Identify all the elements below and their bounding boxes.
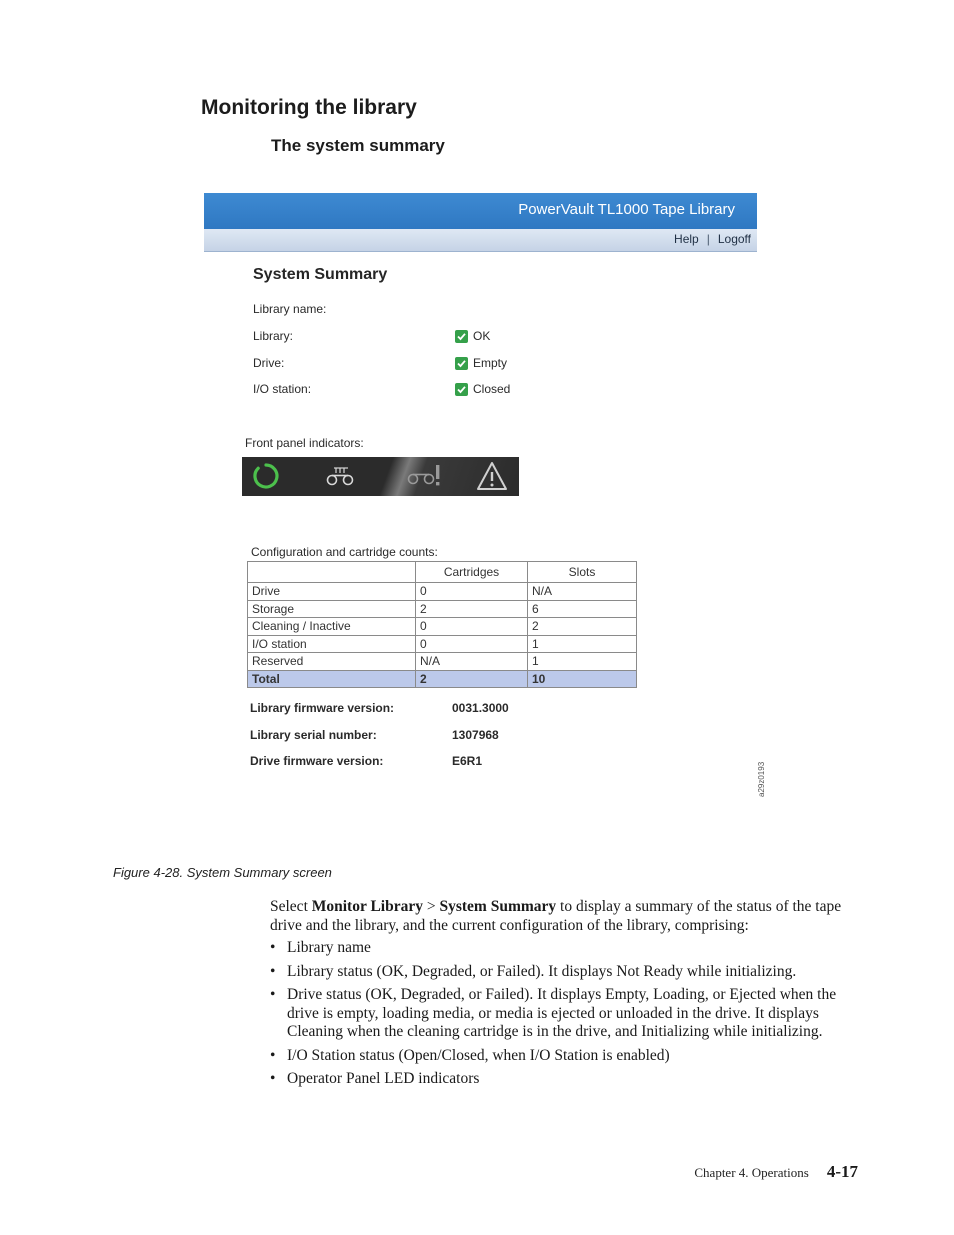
table-cell: Storage bbox=[248, 600, 416, 618]
library-serial-label: Library serial number: bbox=[250, 728, 377, 742]
drive-firmware-label: Drive firmware version: bbox=[250, 754, 384, 768]
ready-ring-icon bbox=[252, 462, 280, 495]
menu-arrow: > bbox=[422, 898, 440, 915]
summary-panel bbox=[204, 252, 757, 848]
drive-status bbox=[455, 356, 507, 370]
nav-links bbox=[674, 232, 751, 246]
table-cell: 1 bbox=[528, 635, 637, 653]
list-item: • Library name bbox=[270, 939, 850, 958]
library-firmware-value: 0031.3000 bbox=[452, 701, 509, 715]
front-panel-label: Front panel indicators: bbox=[245, 436, 364, 450]
list-item: • Library status (OK, Degraded, or Failed). It displays Not Ready while initializing. bbox=[270, 963, 850, 982]
check-icon bbox=[455, 330, 468, 343]
library-label: Library: bbox=[253, 329, 294, 343]
nav-separator: | bbox=[706, 232, 710, 246]
table-row bbox=[248, 600, 637, 618]
cleaning-icon bbox=[407, 463, 443, 494]
table-cell: Reserved bbox=[248, 653, 416, 671]
io-station-label: I/O station: bbox=[253, 382, 312, 396]
table-cell: 2 bbox=[416, 670, 528, 688]
library-serial-value: 1307968 bbox=[452, 728, 499, 742]
library-status-value: OK bbox=[473, 329, 491, 343]
table-cell: I/O station bbox=[248, 635, 416, 653]
table-header: Cartridges bbox=[416, 562, 528, 583]
intro-text: Select bbox=[270, 898, 312, 915]
table-header bbox=[248, 562, 416, 583]
feature-list bbox=[270, 939, 850, 1089]
menu-item-name: System Summary bbox=[439, 898, 557, 915]
figure-caption: Figure 4-28. System Summary screen bbox=[113, 865, 332, 880]
summary-title: System Summary bbox=[253, 266, 388, 283]
table-cell: 0 bbox=[416, 583, 528, 601]
intro-paragraph bbox=[270, 898, 850, 935]
system-summary-figure bbox=[204, 193, 766, 848]
table-cell: N/A bbox=[528, 583, 637, 601]
table-cell: 2 bbox=[528, 618, 637, 636]
drive-firmware-value: E6R1 bbox=[452, 754, 483, 768]
app-banner bbox=[204, 193, 757, 229]
table-cell: 0 bbox=[416, 635, 528, 653]
check-icon bbox=[455, 383, 468, 396]
table-cell: Total bbox=[248, 670, 416, 688]
table-cell: Drive bbox=[248, 583, 416, 601]
check-icon bbox=[455, 357, 468, 370]
logoff-link[interactable]: Logoff bbox=[717, 232, 751, 246]
drive-label: Drive: bbox=[253, 356, 285, 370]
page-footer bbox=[694, 1162, 858, 1182]
io-station-status-value: Closed bbox=[473, 382, 511, 396]
table-cell: 6 bbox=[528, 600, 637, 618]
page-number: 4-17 bbox=[826, 1162, 858, 1181]
figure-id: a29z0193 bbox=[757, 761, 766, 797]
subsection-title: The system summary bbox=[271, 136, 445, 155]
footer-chapter: Chapter 4. Operations bbox=[694, 1165, 809, 1180]
table-cell: 2 bbox=[416, 600, 528, 618]
table-total-row bbox=[248, 670, 637, 688]
menu-name: Monitor Library bbox=[311, 898, 423, 915]
section-title: Monitoring the library bbox=[201, 96, 417, 119]
body-text bbox=[270, 898, 850, 1094]
counts-label: Configuration and cartridge counts: bbox=[251, 545, 438, 559]
list-item: • Drive status (OK, Degraded, or Failed). It displays Empty, Loading, or Ejected when the drive is empty, loading media, or media is ejected or unloaded in the drive. It displays Cleaning when the cleaning cartridge is in the drive, and Initializing while initializing. bbox=[270, 986, 850, 1042]
front-panel-indicators bbox=[242, 457, 519, 496]
help-link[interactable]: Help bbox=[674, 232, 699, 246]
list-item: • I/O Station status (Open/Closed, when I/O Station is enabled) bbox=[270, 1047, 850, 1066]
table-row bbox=[248, 618, 637, 636]
table-row bbox=[248, 635, 637, 653]
drive-status-value: Empty bbox=[473, 356, 508, 370]
table-cell: 0 bbox=[416, 618, 528, 636]
library-firmware-label: Library firmware version: bbox=[250, 701, 395, 715]
table-cell: 10 bbox=[528, 670, 637, 688]
table-cell: N/A bbox=[416, 653, 528, 671]
table-cell: 1 bbox=[528, 653, 637, 671]
table-header: Slots bbox=[528, 562, 637, 583]
drive-activity-icon bbox=[324, 465, 356, 494]
table-row bbox=[248, 653, 637, 671]
io-station-status bbox=[455, 382, 510, 396]
library-status bbox=[455, 329, 490, 343]
list-item: • Operator Panel LED indicators bbox=[270, 1070, 850, 1089]
intro-rest: to display a summary of the status of the tape drive and the library, and the current configuration of the library, comprising: bbox=[270, 898, 842, 934]
table-header-row bbox=[248, 562, 637, 583]
library-name-label: Library name: bbox=[253, 302, 327, 316]
table-cell: Cleaning / Inactive bbox=[248, 618, 416, 636]
banner-title: PowerVault TL1000 Tape Library bbox=[518, 201, 735, 218]
attention-warning-icon bbox=[476, 460, 508, 497]
table-row bbox=[248, 583, 637, 601]
nav-bar bbox=[204, 229, 757, 252]
cartridge-counts-table bbox=[247, 561, 637, 688]
